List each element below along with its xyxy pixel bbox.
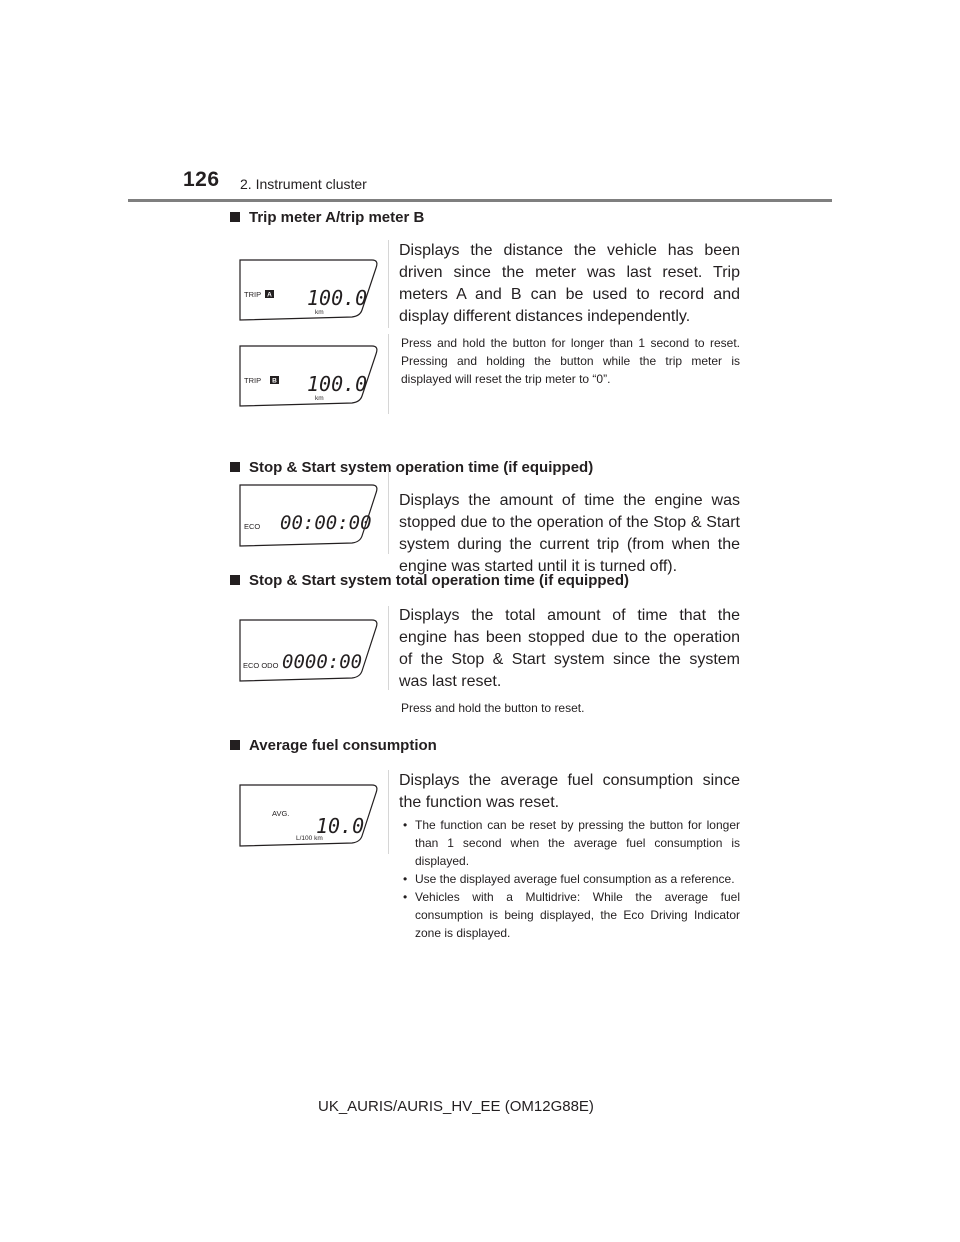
eco-odo-label: ECO ODO bbox=[243, 661, 279, 670]
avg-fuel-unit: L/100 km bbox=[296, 835, 323, 842]
eco-odo-lcd bbox=[232, 606, 387, 690]
operation-time-description: Displays the amount of time the engine was stopped due to the operation of the Stop & Start system during the current trip (from when the engine was started until it is turned off). bbox=[399, 492, 740, 575]
heading-text: Stop & Start system total operation time (if equipped) bbox=[249, 572, 630, 589]
list-item: • The function can be reset by pressing the button for longer than 1 second when the average fuel consumption is displayed. bbox=[401, 816, 740, 870]
total-operation-time-reset-note: Press and hold the button to reset. bbox=[401, 701, 585, 715]
trip-meter-reset-note: Press and hold the button for longer than 1 second to reset. Pressing and holding the button while the trip meter is displayed will reset the trip meter to “0”. bbox=[401, 336, 740, 386]
trip-b-badge: B bbox=[272, 377, 277, 385]
square-bullet-icon bbox=[230, 575, 240, 585]
average-fuel-notes bbox=[401, 816, 740, 942]
average-fuel-description: Displays the average fuel consumption since the function was reset. bbox=[399, 772, 740, 811]
trip-a-lcd bbox=[232, 240, 387, 328]
trip-b-value: 100.0 bbox=[307, 372, 368, 396]
square-bullet-icon bbox=[230, 740, 240, 750]
eco-time-display-figure bbox=[232, 470, 389, 554]
list-item: • Use the displayed average fuel consumption as a reference. bbox=[401, 870, 740, 888]
trip-b-lcd bbox=[232, 334, 387, 414]
section-heading-total-operation-time bbox=[230, 572, 629, 589]
page-number: 126 bbox=[183, 168, 220, 191]
trip-a-badge: A bbox=[267, 291, 272, 299]
heading-text: Stop & Start system operation time (if equipped) bbox=[249, 459, 594, 476]
avg-fuel-lcd bbox=[232, 770, 387, 854]
eco-odo-display-figure bbox=[232, 606, 389, 690]
heading-text: Average fuel consumption bbox=[249, 737, 437, 754]
header-rule bbox=[128, 199, 832, 202]
trip-meter-description: Displays the distance the vehicle has been driven since the meter was last reset. Trip meters A and B can be used to record and display different distances independently. bbox=[399, 242, 740, 325]
avg-fuel-value: 10.0 bbox=[316, 814, 365, 838]
total-operation-time-description: Displays the total amount of time that the engine has been stopped due to the operation of the Stop & Start system since the system was last reset. bbox=[399, 607, 740, 690]
avg-fuel-display-figure bbox=[232, 770, 389, 854]
trip-b-display-figure bbox=[232, 334, 389, 414]
trip-a-unit: km bbox=[315, 309, 324, 316]
section-heading-trip-meter bbox=[230, 209, 424, 226]
eco-odo-value: 0000:00 bbox=[282, 651, 363, 673]
trip-a-label: TRIP bbox=[244, 290, 262, 299]
eco-time-lcd bbox=[232, 470, 387, 554]
heading-text: Trip meter A/trip meter B bbox=[249, 209, 425, 226]
avg-fuel-label: AVG. bbox=[272, 809, 290, 818]
footer-model-code: UK_AURIS/AURIS_HV_EE (OM12G88E) bbox=[318, 1098, 594, 1115]
trip-b-unit: km bbox=[315, 395, 324, 402]
eco-time-label: ECO bbox=[244, 522, 261, 531]
trip-a-value: 100.0 bbox=[307, 286, 368, 310]
square-bullet-icon bbox=[230, 212, 240, 222]
trip-b-label: TRIP bbox=[244, 376, 262, 385]
list-item: • Vehicles with a Multidrive: While the average fuel consumption is being displayed, the Eco Driving Indicator zone is displayed. bbox=[401, 888, 740, 942]
eco-time-value: 00:00:00 bbox=[280, 512, 372, 534]
chapter-title: 2. Instrument cluster bbox=[240, 176, 367, 192]
trip-a-display-figure bbox=[232, 240, 389, 328]
section-heading-average-fuel bbox=[230, 737, 437, 754]
